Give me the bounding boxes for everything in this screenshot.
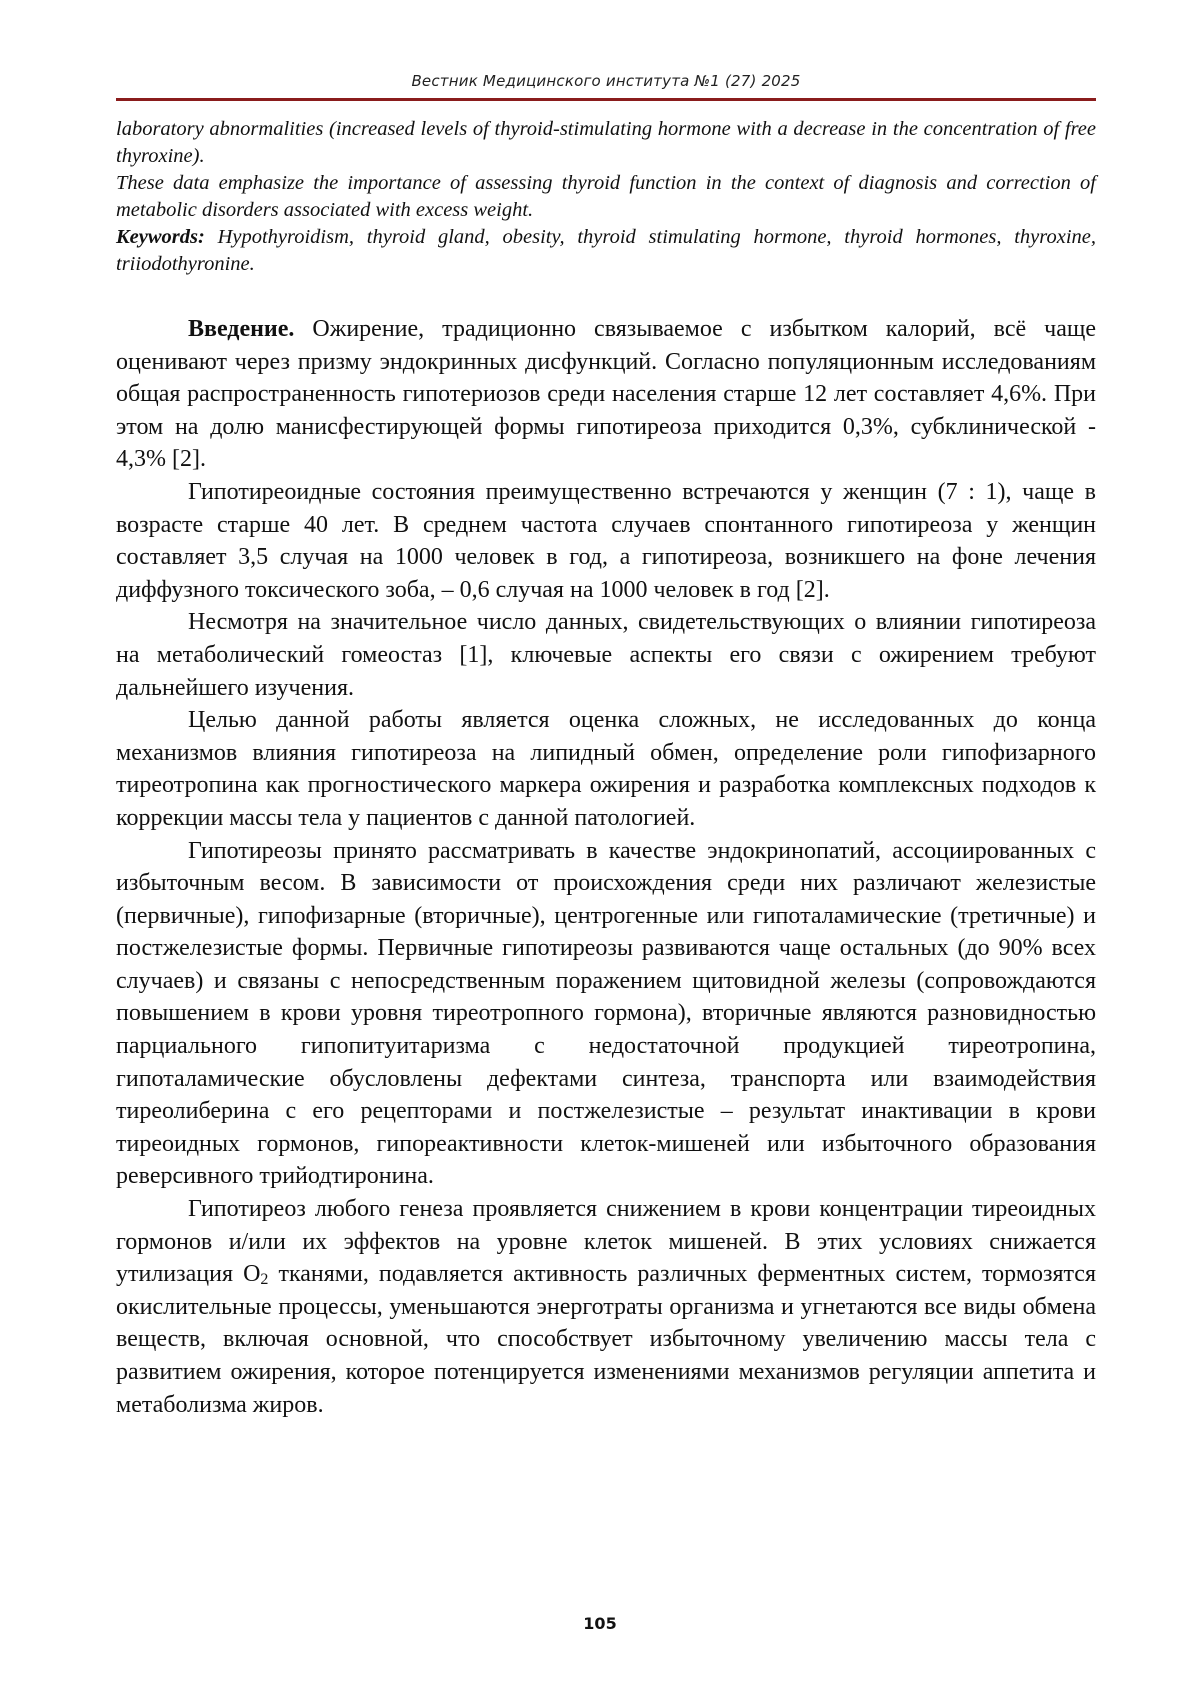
oxygen-subscript: 2: [260, 1271, 268, 1288]
page: [0, 0, 1200, 1697]
page-number: 105: [0, 1614, 1200, 1633]
body-paragraph-6: [116, 1193, 1096, 1421]
body-paragraph-1-text: Ожирение, традиционно связываемое с избытком калорий, всё чаще оценивают через призму эндокринных дисфункций. Согласно популяционным исследованиям общая распространенность гипотериозов среди населения старше 12 лет составляет 4,6%. При этом на долю манисфестирующей формы гипотиреоза приходится 0,3%, субклинической - 4,3% [2].: [116, 316, 1096, 472]
header-rule: [116, 98, 1096, 101]
keywords-label: Keywords:: [116, 226, 205, 248]
body-paragraph-1: [116, 313, 1096, 476]
body-paragraph-6-part-a: Гипотиреоз любого генеза проявляется снижением в крови концентрации тиреоидных гормонов и/или их эффектов на уровне клеток мишеней. В этих условиях снижается утилизация O: [116, 1196, 1096, 1287]
intro-label: Введение.: [188, 316, 294, 342]
abstract-english: [116, 116, 1096, 278]
journal-header: Вестник Медицинского института №1 (27) 2025: [116, 72, 1096, 90]
keywords-line: [116, 224, 1096, 278]
body-paragraph-2: Гипотиреоидные состояния преимущественно встречаются у женщин (7 : 1), чаще в возрасте старше 40 лет. В среднем частота случаев спонтанного гипотиреоза у женщин составляет 3,5 случая на 1000 человек в год, а гипотиреоза, возникшего на фоне лечения диффузного токсического зоба, – 0,6 случая на 1000 человек в год [2].: [116, 476, 1096, 606]
body-paragraph-4: Целью данной работы является оценка сложных, не исследованных до конца механизмов влияния гипотиреоза на липидный обмен, определение роли гипофизарного тиреотропина как прогностического маркера ожирения и разработка комплексных подходов к коррекции массы тела у пациентов с данной патологией.: [116, 704, 1096, 834]
abstract-paragraph-2: These data emphasize the importance of assessing thyroid function in the context of diagnosis and correction of metabolic disorders associated with excess weight.: [116, 170, 1096, 224]
body-paragraph-6-part-b: тканями, подавляется активность различных ферментных систем, тормозятся окислительные процессы, уменьшаются энерготраты организма и угнетаются все виды обмена веществ, включая основной, что способствует избыточному увеличению массы тела с развитием ожирения, которое потенцируется изменениями механизмов регуляции аппетита и метаболизма жиров.: [116, 1261, 1096, 1417]
body-paragraph-5: Гипотиреозы принято рассматривать в качестве эндокринопатий, ассоциированных с избыточным весом. В зависимости от происхождения среди них различают железистые (первичные), гипофизарные (вторичные), центрогенные или гипоталамические (третичные) и постжелезистые формы. Первичные гипотиреозы развиваются чаще остальных (до 90% всех случаев) и связаны с непосредственным поражением щитовидной железы (сопровождаются повышением в крови уровня тиреотропного гормона), вторичные являются разновидностью парциального гипопитуитаризма с недостаточной продукцией тиреотропина, гипоталамические обусловлены дефектами синтеза, транспорта или взаимодействия тиреолиберина с его рецепторами и постжелезистые – результат инактивации в крови тиреоидных гормонов, гипореактивности клеток-мишеней или избыточного образования реверсивного трийодтиронина.: [116, 835, 1096, 1194]
article-body: [116, 313, 1096, 1421]
keywords-text: Hypothyroidism, thyroid gland, obesity, thyroid stimulating hormone, thyroid hormones, thyroxine, triiodothyronine.: [116, 226, 1096, 275]
body-paragraph-3: Несмотря на значительное число данных, свидетельствующих о влиянии гипотиреоза на метаболический гомеостаз [1], ключевые аспекты его связи с ожирением требуют дальнейшего изучения.: [116, 606, 1096, 704]
abstract-paragraph-1: laboratory abnormalities (increased levels of thyroid-stimulating hormone with a decrease in the concentration of free thyroxine).: [116, 116, 1096, 170]
